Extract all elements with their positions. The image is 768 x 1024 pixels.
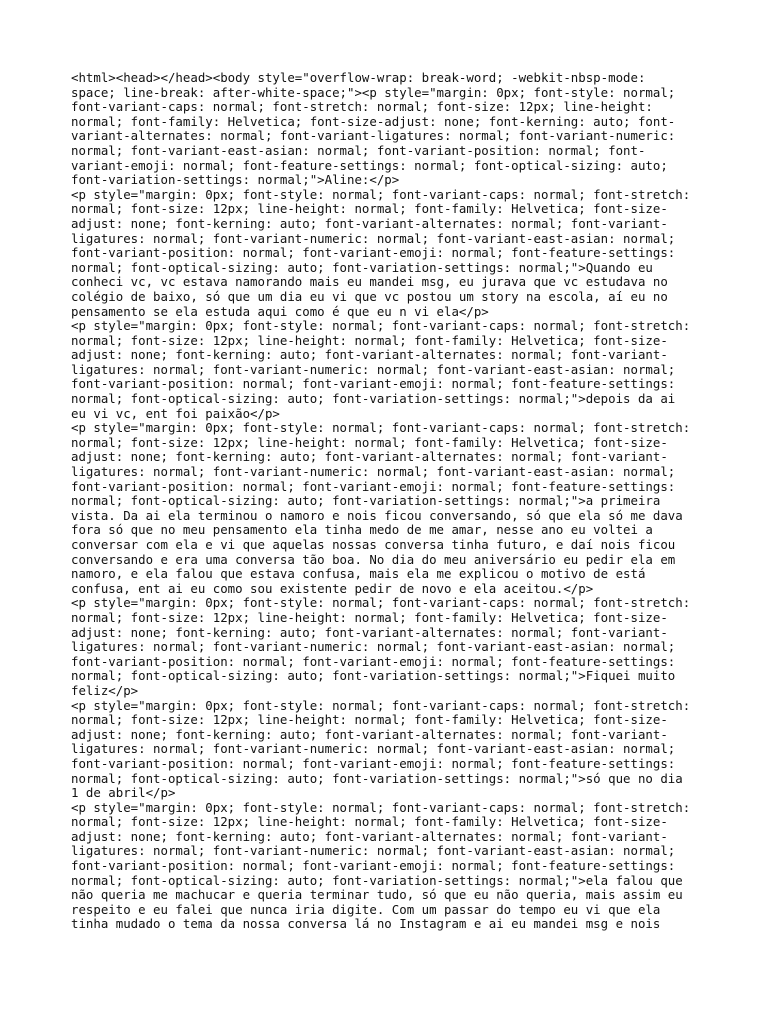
text-line: normal; font-size: 12px; line-height: normal; font-family: Helvetica; font-size-	[71, 332, 668, 348]
text-line: font-variation-settings: normal;">Aline:</p>	[71, 172, 400, 188]
text-line: normal; font-family: Helvetica; font-size-adjust: none; font-kerning: auto; font-	[71, 113, 676, 129]
text-line: adjust: none; font-kerning: auto; font-variant-alternates: normal; font-variant-	[71, 449, 668, 465]
text-line: confusa, ent ai eu como sou existente pedir de novo e ela aceitou.</p>	[71, 580, 594, 596]
text-line: <p style="margin: 0px; font-style: normal; font-variant-caps: normal; font-stretch:	[71, 318, 691, 334]
text-line: variant-emoji: normal; font-feature-settings: normal; font-optical-sizing: auto;	[71, 157, 668, 173]
text-line: conheci vc, vc estava namorando mais eu mandei msg, eu jurava que vc estudava no	[71, 274, 668, 290]
text-line: normal; font-size: 12px; line-height: normal; font-family: Helvetica; font-size-	[71, 434, 668, 450]
text-line: conversando e era uma conversa tão boa. No dia do meu aniversário eu pedir ela em	[71, 551, 676, 567]
text-line: <p style="margin: 0px; font-style: normal; font-variant-caps: normal; font-stretch:	[71, 186, 691, 202]
text-line: pensamento se ela estuda aqui como é que eu n vi ela</p>	[71, 303, 489, 319]
text-line: font-variant-position: normal; font-variant-emoji: normal; font-feature-settings:	[71, 755, 676, 771]
text-line: eu vi vc, ent foi paixão</p>	[71, 405, 280, 421]
text-line: normal; font-optical-sizing: auto; font-variation-settings: normal;">depois da ai	[71, 391, 676, 407]
text-line: <html><head></head><body style="overflow-wrap: break-word; -webkit-nbsp-mode:	[71, 70, 646, 85]
text-line: font-variant-position: normal; font-variant-emoji: normal; font-feature-settings:	[71, 376, 676, 392]
text-line: adjust: none; font-kerning: auto; font-variant-alternates: normal; font-variant-	[71, 828, 668, 844]
text-line: <p style="margin: 0px; font-style: normal; font-variant-caps: normal; font-stretch:	[71, 420, 691, 436]
text-line: <p style="margin: 0px; font-style: normal; font-variant-caps: normal; font-stretch:	[71, 697, 691, 713]
text-line: adjust: none; font-kerning: auto; font-variant-alternates: normal; font-variant-	[71, 215, 668, 231]
text-line: <p style="margin: 0px; font-style: normal; font-variant-caps: normal; font-stretch:	[71, 595, 691, 611]
text-line: normal; font-size: 12px; line-height: normal; font-family: Helvetica; font-size-	[71, 201, 668, 217]
text-line: ligatures: normal; font-variant-numeric: normal; font-variant-east-asian: normal;	[71, 464, 676, 480]
text-line: respeito e eu falei que nunca iria digite. Com um passar do tempo eu vi que ela	[71, 901, 661, 917]
text-line: fora só que no meu pensamento ela tinha medo de me amar, nesse ano eu voltei a	[71, 522, 653, 538]
text-line: normal; font-optical-sizing: auto; font-variation-settings: normal;">só que no dia	[71, 770, 683, 786]
text-line: 1 de abril</p>	[71, 785, 176, 801]
text-line: ligatures: normal; font-variant-numeric: normal; font-variant-east-asian: normal;	[71, 741, 676, 757]
text-line: font-variant-position: normal; font-variant-emoji: normal; font-feature-settings:	[71, 858, 676, 874]
text-line: ligatures: normal; font-variant-numeric: normal; font-variant-east-asian: normal;	[71, 230, 676, 246]
text-line: <p style="margin: 0px; font-style: normal; font-variant-caps: normal; font-stretch:	[71, 799, 691, 815]
text-line: vista. Da ai ela terminou o namoro e nois ficou conversando, só que ela só me dava	[71, 507, 683, 523]
text-line: normal; font-optical-sizing: auto; font-variation-settings: normal;">Fiquei muito	[71, 668, 676, 684]
text-line: ligatures: normal; font-variant-numeric: normal; font-variant-east-asian: normal;	[71, 639, 676, 655]
text-line: normal; font-size: 12px; line-height: normal; font-family: Helvetica; font-size-	[71, 814, 668, 830]
text-line: adjust: none; font-kerning: auto; font-variant-alternates: normal; font-variant-	[71, 624, 668, 640]
text-line: font-variant-position: normal; font-variant-emoji: normal; font-feature-settings:	[71, 478, 676, 494]
text-line: namoro, e ela falou que estava confusa, mais ela me explicou o motivo de está	[71, 566, 646, 582]
text-line: adjust: none; font-kerning: auto; font-variant-alternates: normal; font-variant-	[71, 726, 668, 742]
text-line: normal; font-optical-sizing: auto; font-variation-settings: normal;">ela falou que	[71, 872, 683, 888]
text-line: tinha mudado o tema da nossa conversa lá no Instagram e ai eu mandei msg e nois	[71, 916, 661, 932]
text-line: conversar com ela e vi que aquelas nossas conversa tinha futuro, e daí nois ficou	[71, 537, 676, 552]
text-line: normal; font-optical-sizing: auto; font-variation-settings: normal;">Quando eu	[71, 259, 653, 275]
text-line: font-variant-position: normal; font-variant-emoji: normal; font-feature-settings:	[71, 245, 676, 261]
text-line: normal; font-size: 12px; line-height: normal; font-family: Helvetica; font-size-	[71, 609, 668, 625]
text-line: font-variant-caps: normal; font-stretch: normal; font-size: 12px; line-height:	[71, 99, 653, 115]
code-text-block	[71, 71, 701, 932]
text-line: colégio de baixo, só que um dia eu vi que vc postou um story na escola, aí eu no	[71, 288, 668, 304]
text-line: font-variant-position: normal; font-variant-emoji: normal; font-feature-settings:	[71, 653, 676, 669]
text-line: normal; font-optical-sizing: auto; font-variation-settings: normal;">a primeira	[71, 493, 661, 509]
text-line: space; line-break: after-white-space;"><p style="margin: 0px; font-style: normal;	[71, 84, 676, 100]
text-line: feliz</p>	[71, 682, 139, 698]
text-line: normal; font-variant-east-asian: normal; font-variant-position: normal; font-	[71, 142, 646, 158]
text-line: variant-alternates: normal; font-variant-ligatures: normal; font-variant-numeric:	[71, 128, 676, 144]
text-line: adjust: none; font-kerning: auto; font-variant-alternates: normal; font-variant-	[71, 347, 668, 363]
text-line: normal; font-size: 12px; line-height: normal; font-family: Helvetica; font-size-	[71, 712, 668, 728]
text-line: ligatures: normal; font-variant-numeric: normal; font-variant-east-asian: normal;	[71, 843, 676, 859]
text-line: ligatures: normal; font-variant-numeric: normal; font-variant-east-asian: normal;	[71, 361, 676, 377]
text-line: não queria me machucar e queria terminar tudo, só que eu não queria, mais assim eu	[71, 887, 683, 903]
